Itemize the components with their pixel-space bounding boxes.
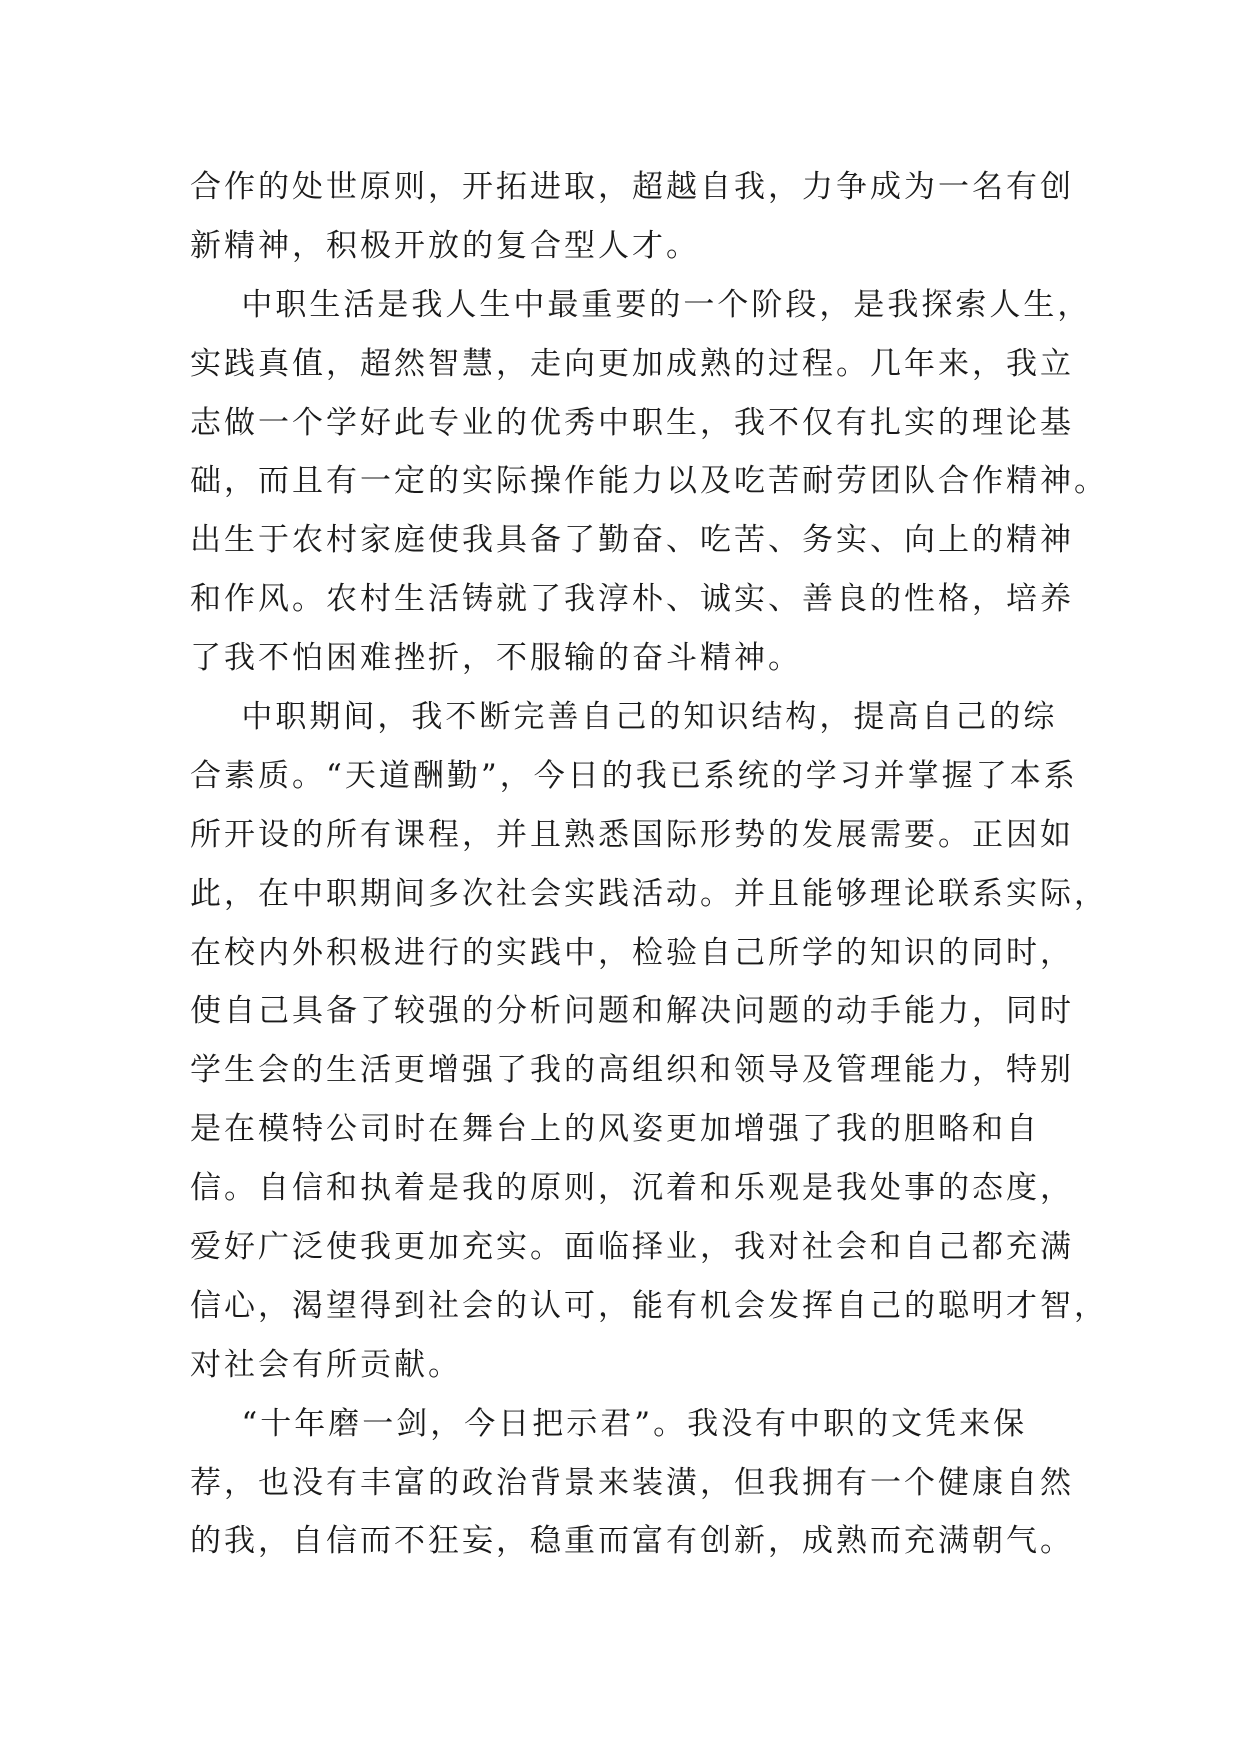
text-line: 使自己具备了较强的分析问题和解决问题的动手能力，同时 [190,993,1074,1030]
text-line: 学生会的生活更增强了我的高组织和领导及管理能力，特别 [190,1052,1074,1089]
document-body [190,158,1108,1571]
text-line: 在校内外积极进行的实践中，检验自己所学的知识的同时， [190,934,1074,971]
text-line: 爱好广泛使我更加充实。面临择业，我对社会和自己都充满 [190,1229,1074,1266]
text-line: “十年磨一剑，今日把示君”。我没有中职的文凭来保 [190,1405,1028,1442]
text-line: 信心，渴望得到社会的认可，能有机会发挥自己的聪明才智， [190,1287,1108,1324]
text-line: 对社会有所贡献。 [190,1346,462,1383]
text-line: 所开设的所有课程，并且熟悉国际形势的发展需要。正因如 [190,816,1074,853]
text-line: 新精神，积极开放的复合型人才。 [190,227,700,264]
text-line: 础，而且有一定的实际操作能力以及吃苦耐劳团队合作精神。 [190,463,1108,500]
text-line: 出生于农村家庭使我具备了勤奋、吃苦、务实、向上的精神 [190,522,1074,559]
text-line: 信。自信和执着是我的原则，沉着和乐观是我处事的态度， [190,1170,1074,1207]
text-line: 中职生活是我人生中最重要的一个阶段，是我探索人生， [190,286,1092,323]
text-line: 和作风。农村生活铸就了我淳朴、诚实、善良的性格，培养 [190,581,1074,618]
text-line: 此，在中职期间多次社会实践活动。并且能够理论联系实际， [190,875,1108,912]
text-line: 合作的处世原则，开拓进取，超越自我，力争成为一名有创 [190,169,1074,205]
text-line: 合素质。“天道酬勤”，今日的我已系统的学习并掌握了本系 [190,757,1078,794]
text-line: 实践真值，超然智慧，走向更加成熟的过程。几年来，我立 [190,345,1074,382]
text-line: 志做一个学好此专业的优秀中职生，我不仅有扎实的理论基 [190,404,1074,441]
text-line: 中职期间，我不断完善自己的知识结构，提高自己的综 [190,699,1058,736]
text-line: 了我不怕困难挫折，不服输的奋斗精神。 [190,640,802,677]
text-line: 是在模特公司时在舞台上的风姿更加增强了我的胆略和自 [190,1111,1040,1148]
text-line: 荐，也没有丰富的政治背景来装潢，但我拥有一个健康自然 [190,1464,1074,1501]
text-line: 的我，自信而不狂妄，稳重而富有创新，成熟而充满朝气。 [190,1523,1074,1560]
